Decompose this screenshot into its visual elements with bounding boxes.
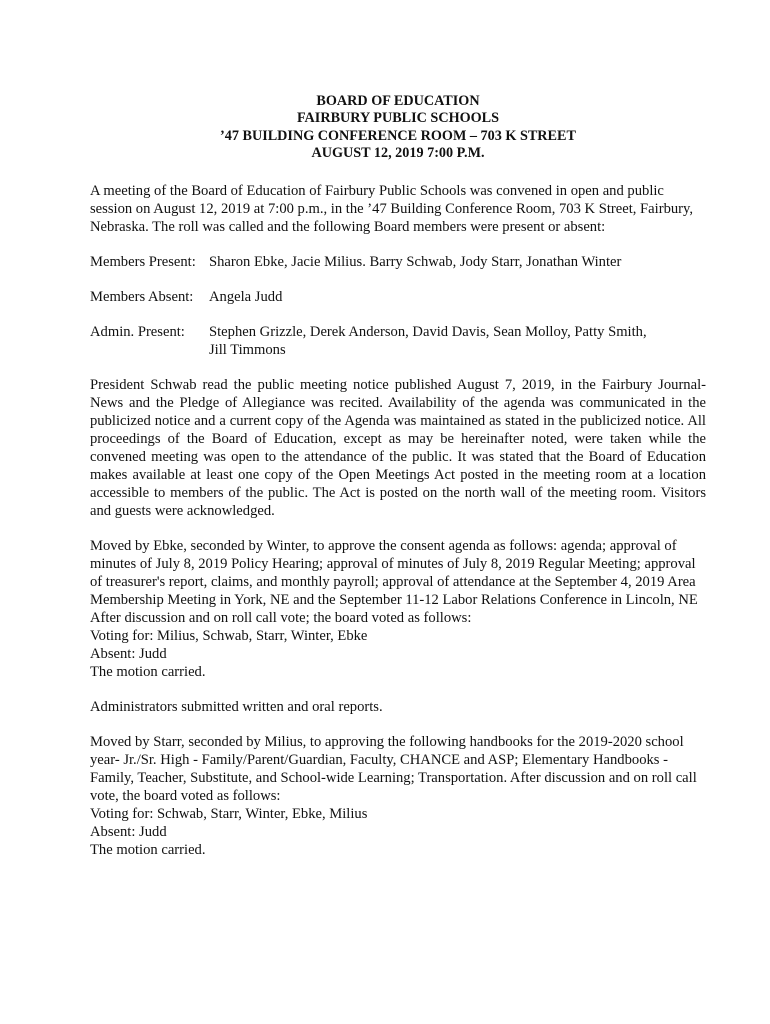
admin-present-row (90, 323, 706, 359)
document-header (90, 93, 706, 163)
header-school: FAIRBURY PUBLIC SCHOOLS (296, 110, 500, 127)
motion-1-result: The motion carried. (90, 663, 206, 680)
motion-2-voting-for: Voting for: Schwab, Starr, Winter, Ebke, Milius (90, 805, 368, 822)
motion-consent-agenda (90, 537, 706, 681)
members-absent-value: Angela Judd (209, 288, 283, 305)
motion-1-text: Moved by Ebke, seconded by Winter, to approve the consent agenda as follows: agenda; approval of minutes of July 8, 2019 Policy Hearing; approval of minutes of July 8, 2019 Regular Meeting; approval of treasurer's report, claims, and monthly payroll; approval of attendance at the September 4, 2019 Area Membership Meeting in York, NE and the September 11-12 Labor Relations Conference in Lincoln, NE (90, 537, 698, 608)
admin-present-line-1: Stephen Grizzle, Derek Anderson, David Davis, Sean Molloy, Patty Smith, (209, 323, 647, 340)
header-location: ’47 BUILDING CONFERENCE ROOM – 703 K STREET (220, 127, 576, 144)
motion-handbooks (90, 733, 706, 859)
motion-2-absent: Absent: Judd (90, 823, 167, 840)
intro-paragraph: A meeting of the Board of Education of Fairbury Public Schools was convened in open and public session on August 12, 2019 at 7:00 p.m., in the ’47 Building Conference Room, 703 K Street, Fairbury, Nebraska. The roll was called and the following Board members were present or absent: (90, 182, 694, 235)
motion-1-absent: Absent: Judd (90, 645, 167, 662)
admin-present-label: Admin. Present: (90, 323, 185, 340)
notice-paragraph: President Schwab read the public meeting notice published August 7, 2019, in the Fairbury Journal-News and the Pledge of Allegiance was recited. Availability of the agenda was communicated in the publicized notice and a current copy of the Agenda was maintained as stated in the publicized notice. All proceedings of the Board of Education, except as may be hereinafter noted, were taken while the convened meeting was open to the attendance of the public. It was stated that the Board of Education makes available at least one copy of the Open Meetings Act posted in the meeting room at a location accessible to members of the public. The Act is posted on the north wall of the meeting room. Visitors and guests were acknowledged. (90, 376, 706, 519)
admin-present-line-2: Jill Timmons (209, 341, 286, 358)
motion-1-discussion: After discussion and on roll call vote; the board voted as follows: (90, 609, 472, 626)
header-date: AUGUST 12, 2019 7:00 P.M. (311, 145, 485, 162)
members-absent-label: Members Absent: (90, 288, 194, 305)
members-present-value: Sharon Ebke, Jacie Milius. Barry Schwab, Jody Starr, Jonathan Winter (209, 253, 622, 270)
members-absent-row (90, 288, 706, 306)
members-present-label: Members Present: (90, 253, 196, 270)
admin-present-value (209, 323, 706, 359)
motion-2-result: The motion carried. (90, 841, 206, 858)
motion-2-text: Moved by Starr, seconded by Milius, to approving the following handbooks for the 2019-2020 school year- Jr./Sr. High - Family/Parent/Guardian, Faculty, CHANCE and ASP; Elementary Handbooks - Family, Teacher, Substitute, and School-wide Learning; Transportation. After discussion and on roll call vote, the board voted as follows: (90, 733, 697, 804)
minutes-page (90, 93, 706, 859)
header-title: BOARD OF EDUCATION (316, 93, 480, 109)
reports-paragraph: Administrators submitted written and oral reports. (90, 698, 383, 715)
members-present-row (90, 253, 706, 271)
motion-1-voting-for: Voting for: Milius, Schwab, Starr, Winter, Ebke (90, 627, 368, 644)
